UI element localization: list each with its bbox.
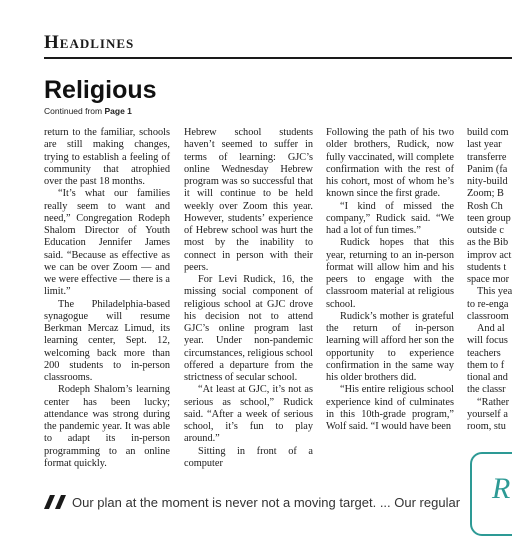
paragraph: Sitting in front of a computer [184, 445, 313, 469]
continued-line [44, 106, 132, 116]
headline: Religious [44, 76, 157, 104]
pull-quote-text: Our plan at the moment is never not a moving target. ... Our regular [72, 495, 461, 510]
paragraph: “His entire religious school experience kind of culminates in this 10th-grade program,” Wolf said. “I would have been [326, 384, 454, 432]
line: will focus [467, 335, 508, 347]
line: Zoom; B [467, 188, 504, 200]
line: Panim (fa [467, 163, 508, 175]
line: classroom [467, 310, 509, 322]
paragraph: Rudick’s mother is grateful the return of in-person learning will afford her son the opportunity to experience confirmation in the same way his older brothers did. [326, 310, 454, 383]
line: them to f [467, 359, 505, 371]
line: to re-enga [467, 298, 509, 310]
section-label: Headlines [44, 32, 135, 53]
line: And al [477, 323, 505, 334]
paragraph: “I kind of missed the company,” Rudick said. “We had a lot of fun times.” [326, 200, 454, 236]
paragraph: Hebrew school students haven’t seemed to suffer in terms of learning: GJC’s online Wednesday Hebrew program was so successful that it will continue to be held weekly over Zoom this year. However, students’ experience of Hebrew school was hurt the most by the inability to connect in person with their peers. [184, 127, 313, 273]
callout-box [470, 452, 512, 536]
line: “Rather [477, 396, 510, 408]
paragraph: “It’s what our families really seem to want and need,” Congregation Rodeph Shalom Director of Youth Education Jennifer James said. “Because as effective as we can be over Zoom — and we were effective — there is a limit.” [44, 188, 170, 298]
line: last year [467, 139, 502, 151]
line: build com [467, 127, 509, 138]
paragraph: Rodeph Shalom’s learning center has been lucky; attendance was strong during the pandemic year. It was able to adapt its in-person programming to an online format quickly. [44, 384, 170, 469]
line: tional and [467, 372, 508, 383]
paragraph: return to the familiar, schools are still making changes, trying to establish a feeling of community that atrophied over the past 18 months. [44, 127, 170, 187]
line: transferre [467, 151, 507, 163]
continued-page-link[interactable]: Page 1 [104, 106, 132, 116]
quote-mark-icon [44, 495, 66, 509]
line: teachers [467, 347, 501, 359]
line: room, stu [467, 421, 506, 432]
paragraph: “At least at GJC, it’s not as serious as school,” Rudick said. “After a week of serious school, it’s fun to play around.” [184, 384, 313, 445]
line: outside c [467, 225, 504, 236]
callout-letter: R [492, 472, 511, 505]
article-column-1 [44, 127, 170, 470]
paragraph: The Philadelphia-based synagogue will resume Berkman Mercaz Limud, its learning center, Sept. 12, welcoming back more than 200 students to in-person classrooms. [44, 298, 170, 383]
line: space mor [467, 274, 510, 285]
article-column-3 [326, 127, 454, 433]
line: Rosh Ch [467, 200, 503, 212]
pull-quote [44, 495, 464, 510]
paragraph: Following the path of his two older brothers, Rudick, now fully vaccinated, will complete confirmation with the rest of his cohort, most of whom he’s known since the first grade. [326, 127, 454, 200]
paragraph: Rudick hopes that this year, returning to an in-person format will allow him and his peers to engage with the classroom material at religious school. [326, 237, 454, 310]
line: yourself a [467, 408, 508, 420]
line: This yea [477, 286, 512, 298]
paragraph: For Levi Rudick, 16, the missing social component of religious school at GJC drove his decision not to attend GJC’s online program last year. Under non-pandemic circumstances, religious school offered a departure from the strictness of secular school. [184, 274, 313, 383]
line: as the Bib [467, 237, 509, 249]
article-column-2 [184, 127, 313, 470]
line: students t [467, 261, 507, 273]
line: nity-build [467, 176, 508, 187]
section-rule [44, 57, 512, 59]
article-column-4 [467, 127, 512, 433]
continued-prefix: Continued from [44, 106, 105, 116]
line: the classr [467, 384, 506, 396]
line: improv act [467, 249, 512, 261]
line: teen group [467, 212, 511, 224]
